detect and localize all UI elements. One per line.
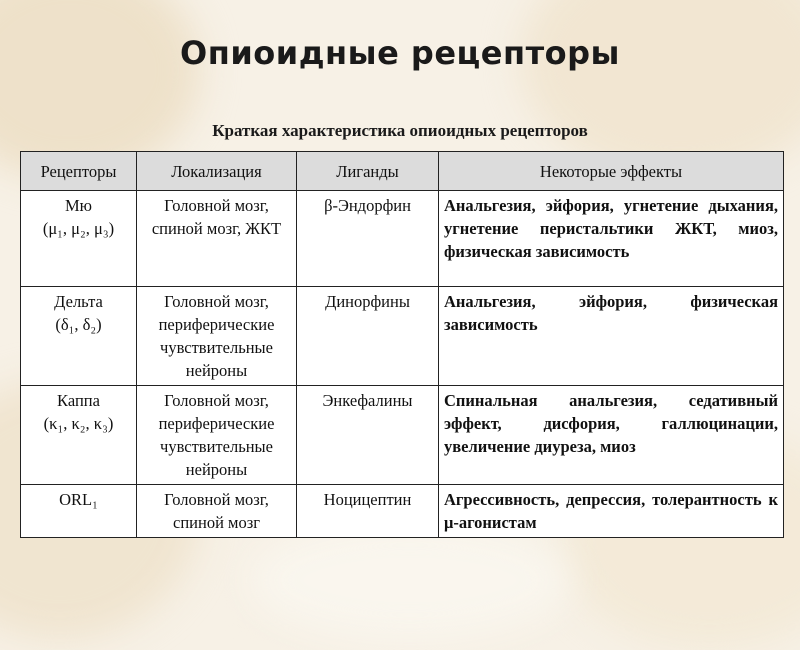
column-header-ligands: Лиганды — [297, 152, 439, 191]
table-caption: Краткая характеристика опиоидных рецепторов — [212, 121, 588, 140]
localization-cell: Головной мозг, спиной мозг, ЖКТ — [137, 191, 297, 287]
ligand-cell: Энкефалины — [297, 386, 439, 485]
table-row — [21, 287, 784, 386]
column-header-effects: Некоторые эффекты — [439, 152, 784, 191]
receptor-subtypes: (κ₁, κ₂, κ₃) — [43, 414, 114, 433]
ligand-cell: Динорфины — [297, 287, 439, 386]
effects-cell: Анальгезия, эйфория, угнетение дыхания, угнетение перистальтики ЖКТ, миоз, физическая зависимость — [439, 191, 784, 287]
receptor-name: Мю — [65, 196, 92, 215]
table-row — [21, 485, 784, 538]
effects-cell: Анальгезия, эйфория, физическая зависимость — [439, 287, 784, 386]
effects-cell: Агрессивность, депрессия, толерантность к μ-агонистам — [439, 485, 784, 538]
localization-cell: Головной мозг, периферические чувствительные нейроны — [137, 287, 297, 386]
effects-cell: Спинальная анальгезия, седативный эффект, дисфория, галлюцинации, увеличение диуреза, миоз — [439, 386, 784, 485]
receptor-subtypes: (μ₁, μ₂, μ₃) — [42, 219, 115, 238]
ligand-cell: β-Эндорфин — [297, 191, 439, 287]
table-row — [21, 386, 784, 485]
localization-cell: Головной мозг, спиной мозг — [137, 485, 297, 538]
receptor-cell — [21, 386, 137, 485]
receptor-cell — [21, 485, 137, 538]
receptor-subtypes: (δ₁, δ₂) — [55, 315, 102, 334]
ligand-cell: Ноцицептин — [297, 485, 439, 538]
column-header-localization: Локализация — [137, 152, 297, 191]
receptor-cell — [21, 287, 137, 386]
column-header-receptors: Рецепторы — [21, 152, 137, 191]
slide-title: Опиоидные рецепторы — [180, 34, 620, 72]
receptors-table — [20, 151, 784, 538]
receptor-name: Дельта — [54, 292, 103, 311]
table-row — [21, 191, 784, 287]
localization-cell: Головной мозг, периферические чувствительные нейроны — [137, 386, 297, 485]
background-blur — [250, 520, 570, 640]
receptor-name: ORL₁ — [59, 490, 98, 509]
table-header-row — [21, 152, 784, 191]
receptor-cell — [21, 191, 137, 287]
receptor-name: Каппа — [57, 391, 100, 410]
